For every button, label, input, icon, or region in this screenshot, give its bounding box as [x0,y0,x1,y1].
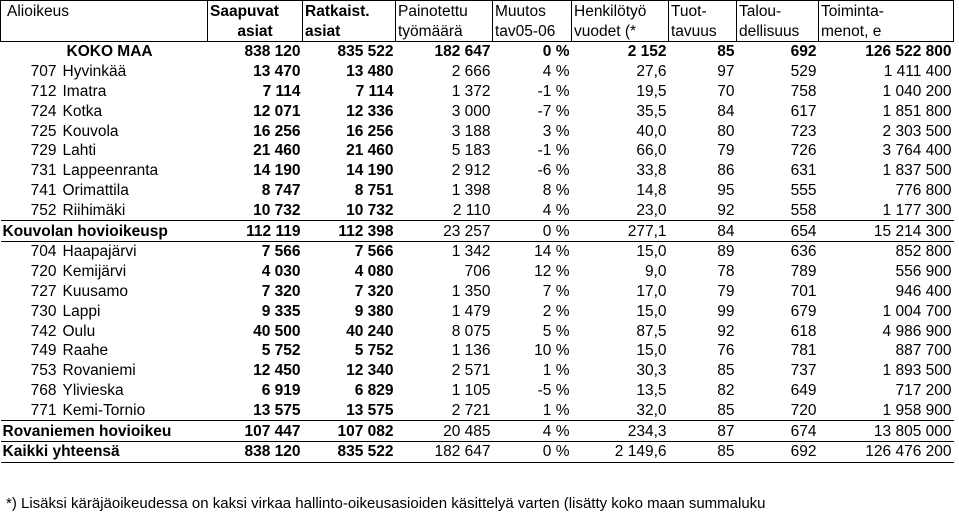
court-code: 727 [30,282,57,300]
cell-saapuvat: 14 190 [253,162,301,180]
cell-menot: 3 764 400 [882,142,952,160]
cell-tyomaara: 2 571 [451,362,491,380]
cell-ratkaistut: 7 320 [354,282,394,300]
col-header-muutos: Muutos [493,1,572,22]
cell-menot: 4 986 900 [882,322,952,340]
footnote: *) Lisäksi käräjäoikeudessa on kaksi virkaa hallinto-oikeusasioiden käsittelyä varten (lisätty koko maan summaluku [6,495,766,512]
cell-muutos: -6 % [537,162,570,180]
cell-tuottavuus: 85 [717,43,735,61]
header-row-2 [1,21,954,42]
cell-muutos: 0 % [542,43,570,61]
row-name: KOKO MAA [66,43,153,61]
cell-taloudellisuus: 726 [790,142,817,160]
row-name: Kaikki yhteensä [1,441,208,462]
court-code: 752 [30,201,57,219]
cell-htv: 2 149,6 [572,441,669,462]
cell-muutos: 10 % [534,342,570,360]
grand-total-row [1,441,954,462]
cell-htv: 23,0 [636,201,667,219]
cell-htv: 277,1 [572,221,669,242]
cell-htv: 30,3 [636,362,667,380]
cell-tyomaara: 1 398 [451,181,491,199]
cell-muutos: -7 % [537,102,570,120]
cell-saapuvat: 10 732 [253,201,301,219]
cell-taloudellisuus: 758 [790,82,817,100]
cell-tyomaara: 1 342 [451,243,491,261]
table-row [1,341,954,361]
table-row [1,161,954,181]
cell-htv: 15,0 [636,243,667,261]
court-code: 712 [30,82,57,100]
cell-htv: 87,5 [636,322,667,340]
cell-muutos: 8 % [542,181,570,199]
cell-taloudellisuus: 679 [790,302,817,320]
col-header-alioikeus-2 [1,21,208,42]
cell-muutos: 1 % [542,401,570,419]
court-name: Kuusamo [62,282,128,300]
cell-menot: 1 177 300 [882,201,952,219]
cell-muutos: 0 % [493,441,572,462]
cell-menot: 126 476 200 [819,441,954,462]
court-name: Kemijärvi [62,263,127,281]
cell-taloudellisuus: 692 [790,43,817,61]
cell-tuottavuus: 89 [717,243,735,261]
cell-saapuvat: 838 120 [208,441,303,462]
cell-taloudellisuus: 737 [790,362,817,380]
cell-ratkaistut: 12 336 [346,102,394,120]
cell-menot: 126 522 800 [865,43,952,61]
cell-muutos: -1 % [537,82,570,100]
cell-tyomaara: 23 257 [396,221,493,242]
cell-htv: 2 152 [627,43,667,61]
cell-ratkaistut: 16 256 [346,122,394,140]
table-row [1,361,954,381]
court-name: Kotka [62,102,103,120]
court-name: Imatra [62,82,107,100]
court-code: 768 [30,381,57,399]
cell-tuottavuus: 84 [717,102,735,120]
court-code: 742 [30,322,57,340]
court-code: 704 [30,243,57,261]
cell-menot: 15 214 300 [819,221,954,242]
cell-tyomaara: 1 372 [451,82,491,100]
cell-taloudellisuus: 529 [790,63,817,81]
cell-muutos: 2 % [542,302,570,320]
cell-menot: 1 837 500 [882,162,952,180]
cell-tyomaara: 2 721 [451,401,491,419]
col-header-menot: Toiminta- [819,1,954,22]
col-header-menot-2: menot, e [819,21,954,42]
cell-menot: 556 900 [895,263,952,281]
cell-muutos: 14 % [534,243,570,261]
cell-saapuvat: 4 030 [261,263,301,281]
court-code: 730 [30,302,57,320]
cell-tyomaara: 3 188 [451,122,491,140]
cell-menot: 852 800 [895,243,952,261]
cell-tyomaara: 1 105 [451,381,491,399]
court-name: Raahe [62,342,109,360]
cell-tyomaara: 2 110 [452,201,491,219]
cell-htv: 14,8 [636,181,667,199]
cell-taloudellisuus: 654 [737,221,819,242]
cell-ratkaistut: 5 752 [354,342,394,360]
court-code: 741 [30,181,57,199]
cell-tuottavuus: 97 [717,63,735,81]
cell-ratkaistut: 9 380 [354,302,394,320]
court-code: 731 [30,162,57,180]
cell-taloudellisuus: 674 [737,421,819,442]
cell-saapuvat: 6 919 [261,381,301,399]
col-header-tuottavuus-2: tavuus [669,21,737,42]
table-row [1,181,954,201]
col-header-htv: Henkilötyö [572,1,669,22]
cell-tyomaara: 2 666 [451,63,491,81]
court-name: Ylivieska [62,381,124,399]
cell-taloudellisuus: 558 [790,201,817,219]
court-code: 729 [30,142,57,160]
cell-tyomaara: 5 183 [451,142,491,160]
cell-tyomaara: 182 647 [434,43,491,61]
cell-menot: 887 700 [895,342,952,360]
col-header-tyomaara-2: työmäärä [396,21,493,42]
table-row [1,400,954,420]
court-code: 753 [30,362,57,380]
cell-saapuvat: 13 470 [253,63,301,81]
cell-taloudellisuus: 692 [737,441,819,462]
court-code: 771 [30,401,57,419]
cell-tuottavuus: 87 [669,421,737,442]
cell-taloudellisuus: 720 [790,401,817,419]
cell-ratkaistut: 8 751 [354,181,394,199]
cell-tuottavuus: 80 [717,122,735,140]
cell-tyomaara: 1 136 [451,342,491,360]
table-row [1,82,954,102]
table-row [1,301,954,321]
cell-menot: 1 893 500 [882,362,952,380]
cell-tuottavuus: 79 [717,142,735,160]
table-row [1,121,954,141]
cell-tuottavuus: 82 [717,381,735,399]
cell-muutos: 5 % [542,322,570,340]
court-code: 725 [30,122,57,140]
court-name: Haapajärvi [62,243,137,261]
table-row [1,241,954,261]
cell-saapuvat: 8 747 [261,181,301,199]
cell-htv: 40,0 [636,122,667,140]
cell-menot: 13 805 000 [819,421,954,442]
rovaniemi-total-row [1,421,954,442]
cell-menot: 1 851 800 [882,102,952,120]
row-name: Rovaniemen hovioikeu [1,421,208,442]
cell-tuottavuus: 85 [717,401,735,419]
cell-menot: 776 800 [895,181,952,199]
cell-tuottavuus: 79 [717,282,735,300]
cell-ratkaistut: 7 114 [355,82,394,100]
court-code: 724 [30,102,57,120]
cell-tyomaara: 3 000 [451,102,491,120]
cell-htv: 27,6 [636,63,667,81]
cell-tuottavuus: 76 [717,342,735,360]
col-header-ratkaistut: Ratkaist. [303,1,396,22]
cell-saapuvat: 107 447 [208,421,303,442]
cell-tuottavuus: 92 [717,322,735,340]
cell-tyomaara: 20 485 [396,421,493,442]
cell-tyomaara: 706 [464,263,491,281]
cell-tyomaara: 182 647 [396,441,493,462]
col-header-muutos-2: tav05-06 [493,21,572,42]
cell-tyomaara: 2 912 [451,162,491,180]
col-header-tuottavuus: Tuot- [669,1,737,22]
cell-ratkaistut: 21 460 [346,142,394,160]
kouvola-total-row [1,221,954,242]
cell-saapuvat: 40 500 [253,322,301,340]
cell-taloudellisuus: 701 [790,282,817,300]
table-row [1,321,954,341]
cell-saapuvat: 5 752 [261,342,301,360]
cell-tuottavuus: 85 [669,441,737,462]
cell-tuottavuus: 99 [717,302,735,320]
cell-saapuvat: 9 335 [261,302,301,320]
col-header-htv-2: vuodet (* [572,21,669,42]
cell-saapuvat: 7 114 [262,82,301,100]
row-name: Kouvolan hovioikeusp [1,221,208,242]
koko-maa-row [1,42,954,62]
cell-saapuvat: 12 450 [253,362,301,380]
cell-htv: 32,0 [636,401,667,419]
court-name: Hyvinkää [62,63,127,81]
cell-htv: 35,5 [636,102,667,120]
cell-taloudellisuus: 723 [790,122,817,140]
table-row [1,282,954,302]
cell-htv: 13,5 [636,381,667,399]
cell-muutos: 3 % [542,122,570,140]
table-row [1,200,954,220]
cell-saapuvat: 12 071 [253,102,301,120]
cell-saapuvat: 13 575 [253,401,301,419]
cell-ratkaistut: 112 398 [303,221,396,242]
court-name: Rovaniemi [62,362,136,380]
cell-saapuvat: 838 120 [244,43,301,61]
col-header-taloudellisuus-2: dellisuus [737,21,819,42]
header-row-1 [1,1,954,22]
col-header-saapuvat: Saapuvat [208,1,303,22]
cell-tyomaara: 8 075 [451,322,491,340]
court-name: Lappeenranta [62,162,159,180]
table-row [1,381,954,401]
cell-htv: 66,0 [636,142,667,160]
court-code: 720 [30,263,57,281]
cell-ratkaistut: 12 340 [346,362,394,380]
cell-ratkaistut: 10 732 [346,201,394,219]
cell-tuottavuus: 86 [717,162,735,180]
cell-htv: 15,0 [636,302,667,320]
cell-tuottavuus: 92 [717,201,735,219]
cell-htv: 17,0 [636,282,667,300]
cell-tyomaara: 1 350 [451,282,491,300]
cell-saapuvat: 7 566 [261,243,301,261]
table-row [1,62,954,82]
cell-tyomaara: 1 479 [451,302,491,320]
court-name: Kouvola [62,122,119,140]
cell-ratkaistut: 4 080 [354,263,394,281]
cell-muutos: 4 % [542,201,570,219]
cell-tuottavuus: 95 [717,181,735,199]
cell-ratkaistut: 7 566 [354,243,394,261]
col-header-ratkaistut-2: asiat [303,21,396,42]
court-name: Lappi [62,302,101,320]
cell-menot: 1 411 400 [883,63,952,81]
table-row [1,262,954,282]
table-row [1,141,954,161]
col-header-tyomaara: Painotettu [396,1,493,22]
col-header-taloudellisuus: Talou- [737,1,819,22]
cell-menot: 946 400 [895,282,952,300]
cell-tuottavuus: 84 [669,221,737,242]
cell-muutos: -1 % [537,142,570,160]
cell-taloudellisuus: 649 [790,381,817,399]
cell-menot: 2 303 500 [882,122,952,140]
cell-ratkaistut: 6 829 [354,381,394,399]
cell-taloudellisuus: 789 [790,263,817,281]
cell-muutos: 4 % [493,421,572,442]
court-name: Orimattila [62,181,129,199]
cell-ratkaistut: 13 575 [346,401,394,419]
cell-saapuvat: 21 460 [253,142,301,160]
court-code: 749 [30,342,57,360]
cell-muutos: 1 % [542,362,570,380]
cell-muutos: 12 % [534,263,570,281]
cell-menot: 1 040 200 [882,82,952,100]
cell-htv: 19,5 [636,82,667,100]
cell-muutos: 7 % [542,282,570,300]
col-header-alioikeus: Alioikeus [1,1,208,22]
cell-tuottavuus: 85 [717,362,735,380]
table-row [1,101,954,121]
cell-muutos: 0 % [493,221,572,242]
court-name: Oulu [62,322,96,340]
col-header-saapuvat-2: asiat [208,21,303,42]
cell-htv: 9,0 [644,263,667,281]
cell-htv: 15,0 [636,342,667,360]
cell-menot: 717 200 [895,381,952,399]
cell-taloudellisuus: 617 [790,102,817,120]
cell-saapuvat: 7 320 [261,282,301,300]
cell-taloudellisuus: 555 [790,181,817,199]
court-name: Kemi-Tornio [62,401,146,419]
cell-muutos: 4 % [542,63,570,81]
cell-htv: 234,3 [572,421,669,442]
cell-ratkaistut: 14 190 [346,162,394,180]
cell-tuottavuus: 70 [717,82,735,100]
cell-saapuvat: 112 119 [208,221,303,242]
court-name: Lahti [62,142,97,160]
cell-menot: 1 004 700 [882,302,952,320]
cell-tuottavuus: 78 [717,263,735,281]
cell-ratkaistut: 835 522 [337,43,394,61]
cell-muutos: -5 % [537,381,570,399]
cell-taloudellisuus: 636 [790,243,817,261]
cell-ratkaistut: 107 082 [303,421,396,442]
cell-taloudellisuus: 631 [790,162,817,180]
cell-ratkaistut: 13 480 [346,63,394,81]
cell-ratkaistut: 835 522 [303,441,396,462]
court-code: 707 [30,63,57,81]
cell-saapuvat: 16 256 [253,122,301,140]
cell-taloudellisuus: 618 [790,322,817,340]
cell-htv: 33,8 [636,162,667,180]
cell-menot: 1 958 900 [882,401,952,419]
cell-ratkaistut: 40 240 [346,322,394,340]
cell-taloudellisuus: 781 [790,342,817,360]
court-name: Riihimäki [62,201,126,219]
